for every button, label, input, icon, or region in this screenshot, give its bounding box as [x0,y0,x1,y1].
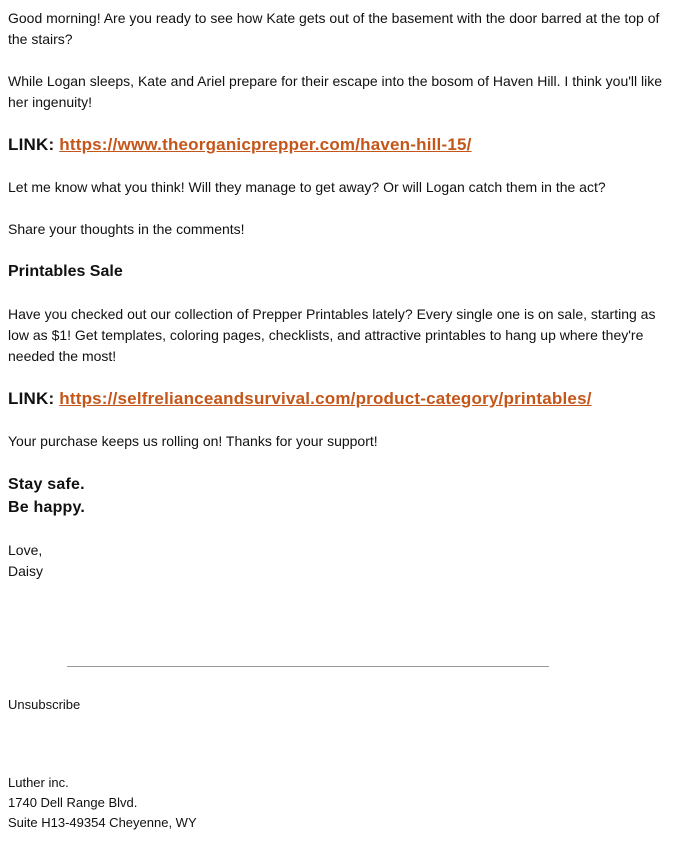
greeting-paragraph: Good morning! Are you ready to see how Kate gets out of the basement with the door barred at the top of the stairs? [8,10,660,47]
link-prefix: LINK: [8,389,55,408]
printables-link-line [8,388,680,410]
signoff-name: Daisy [8,563,44,579]
unsubscribe-link[interactable]: Unsubscribe [8,697,81,712]
share-paragraph: Share your thoughts in the comments! [8,221,245,237]
footer-address [8,773,197,833]
email-body [8,8,680,582]
address-street: 1740 Dell Range Blvd. [8,795,138,810]
printables-heading: Printables Sale [8,263,123,280]
story-link[interactable]: https://www.theorganicprepper.com/haven-hill-15/ [59,135,472,154]
closing-stay-safe: Stay safe. [8,476,85,493]
story-link-line [8,134,680,156]
printables-paragraph: Have you checked out our collection of Prepper Printables lately? Every single one is on sale, starting as low as $1! Get templates, coloring pages, checklists, and attractive printables to hang up where they're needed the most! [8,306,656,364]
address-suite-city: Suite H13-49354 Cheyenne, WY [8,815,197,830]
thanks-paragraph: Your purchase keeps us rolling on! Thanks for your support! [8,433,378,449]
link-prefix: LINK: [8,135,55,154]
printables-link[interactable]: https://selfrelianceandsurvival.com/product-category/printables/ [59,389,592,408]
closing-be-happy: Be happy. [8,499,86,516]
footer-divider [67,666,549,667]
question-paragraph: Let me know what you think! Will they manage to get away? Or will Logan catch them in the act? [8,179,606,195]
company-name: Luther inc. [8,775,69,790]
story-paragraph: While Logan sleeps, Kate and Ariel prepare for their escape into the bosom of Haven Hill. I think you'll like her ingenuity! [8,73,663,110]
signoff-love: Love, [8,542,43,558]
